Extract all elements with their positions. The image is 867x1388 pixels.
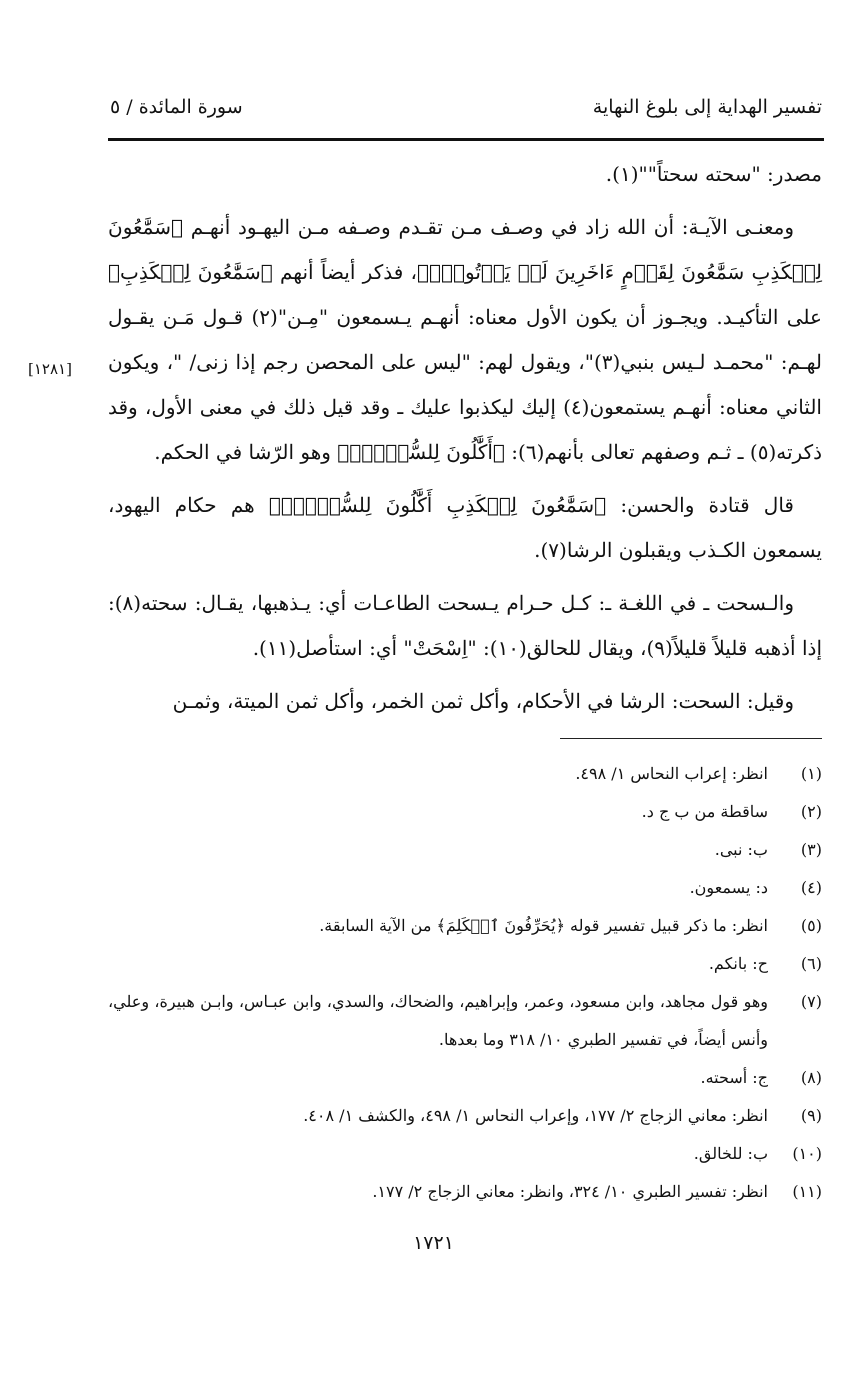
header-rule: [108, 138, 824, 141]
footnote-text: وهو قول مجاهد، وابن مسعود، وعمر، وإبراهيم، والضحاك، والسدي، وابن عبـاس، وابـن هبيرة، وعلي، وأنس أيضاً، في تفسير الطبري ١٠/ ٣١٨ وما بعدها.: [108, 992, 768, 1049]
footnote-number: (١١): [792, 1182, 822, 1201]
footnote: [108, 869, 822, 907]
margin-folio-note: [١٢٨١]: [28, 360, 72, 378]
footnote: [108, 755, 822, 793]
surah-label: سورة المائدة / ٥: [110, 96, 243, 118]
paragraph-1: مصدر: "سحته سحتاً""(١).: [605, 162, 822, 186]
footnote-number: (١٠): [792, 1144, 822, 1163]
footnote-text: ح: بانكم.: [708, 954, 768, 973]
footnote-text: انظر: ما ذكر قبيل تفسير قوله ﴿يُحَرِّفُونَ ٱلۡكَلِمَ﴾ من الآية السابقة.: [319, 916, 768, 935]
footnote-number: (٢): [800, 802, 822, 821]
footnote: [108, 1173, 822, 1211]
footnotes: [108, 755, 822, 1211]
footnote-number: (٧): [800, 992, 822, 1011]
footnote: [108, 945, 822, 983]
footnote-text: ساقطة من ب ج د.: [641, 802, 768, 821]
paragraph-2: ومعنـى الآيـة: أن الله زاد في وصـف مـن تقـدم وصـفه مـن اليهـود أنهـم ﴿سَمَّٰعُونَ لِلۡكَذِبِ سَمَّٰعُونَ لِقَوۡمٍ ءَاخَرِينَ لَمۡ يَأۡتُوكَۖ﴾، فذكر أيضاً أنهم ﴿سَمَّٰعُونَ لِلۡكَذِبِ﴾ على التأكيـد. ويجـوز أن يكون الأول معناه: أنهـم يـسمعون "مِـن"(٢) قـول مَـن يقـول لهـم: "محمـد لـيس بنبي(٣)"، ويقول لهم: "ليس على المحصن رجم إذا زنى/ "، ويكون الثاني معناه: أنهـم يستمعون(٤) إليك ليكذبوا عليك ـ وقد قيل ذلك في معنى الأول، وقد ذكرته(٥) ـ ثـم وصفهم تعالى بأنهم(٦): ﴿أَكَّٰلُونَ لِلسُّحۡتِۚ﴾ وهو الرّشا في الحكم.: [108, 215, 822, 464]
footnote-number: (٩): [800, 1106, 822, 1125]
footnote: [108, 793, 822, 831]
footnote-text: ج: أسحته.: [700, 1068, 768, 1087]
footnote: [108, 1135, 822, 1173]
paragraph-5: وقيل: السحت: الرشا في الأحكام، وأكل ثمن الخمر، وأكل ثمن الميتة، وثمـن: [172, 689, 794, 713]
book-title: تفسير الهداية إلى بلوغ النهاية: [592, 96, 822, 118]
footnote: [108, 1059, 822, 1097]
footnote-text: د: يسمعون.: [689, 878, 768, 897]
page-number: ١٧٢١: [413, 1232, 454, 1254]
footnote: [108, 831, 822, 869]
paragraph-3: قال قتادة والحسن: ﴿سَمَّٰعُونَ لِلۡكَذِبِ أَكَّٰلُونَ لِلسُّحۡتِۚ﴾ هم حكام اليهود، يسمعون الكـذب ويقبلون الرشا(٧).: [108, 493, 822, 562]
footnote-number: (٦): [800, 954, 822, 973]
main-text: [108, 152, 822, 732]
footnote: [108, 983, 822, 1059]
footnote-number: (١): [800, 764, 822, 783]
footnote-number: (٥): [800, 916, 822, 935]
footnote-number: (٤): [800, 878, 822, 897]
footnote-text: انظر: إعراب النحاس ١/ ٤٩٨.: [575, 764, 768, 783]
footnote-text: ب: للخالق.: [693, 1144, 768, 1163]
footnote: [108, 907, 822, 945]
running-header: [110, 92, 822, 126]
paragraph-4: والـسحت ـ في اللغـة ـ: كـل حـرام يـسحت الطاعـات أي: يـذهبها، يقـال: سحته(٨): إذا أذهبه قليلاً قليلاً(٩)، ويقال للحالق(١٠): "اِسْحَتْ" أي: استأصل(١١).: [108, 591, 822, 660]
footnote-text: ب: نبى.: [714, 840, 768, 859]
footnote-text: انظر: تفسير الطبري ١٠/ ٣٢٤، وانظر: معاني الزجاج ٢/ ١٧٧.: [372, 1182, 768, 1201]
footnote: [108, 1097, 822, 1135]
footnote-separator: [560, 738, 822, 739]
footnote-number: (٨): [800, 1068, 822, 1087]
footnote-number: (٣): [800, 840, 822, 859]
footnote-text: انظر: معاني الزجاج ٢/ ١٧٧، وإعراب النحاس ١/ ٤٩٨، والكشف ١/ ٤٠٨.: [303, 1106, 768, 1125]
